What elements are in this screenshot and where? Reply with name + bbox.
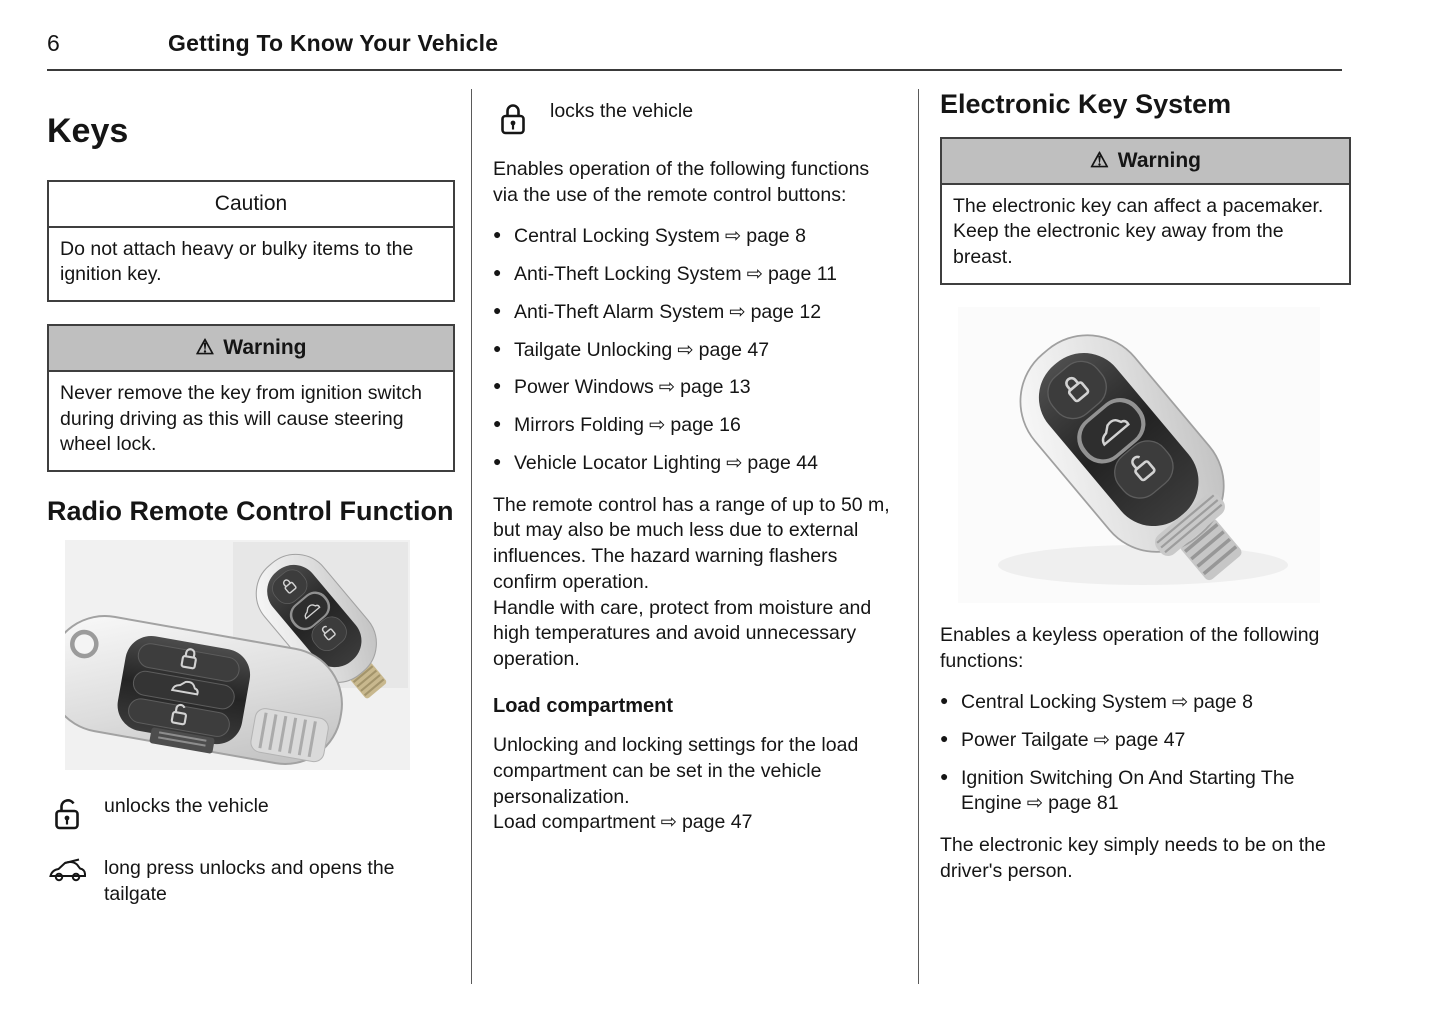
column-middle	[472, 89, 918, 984]
caution-box-title: Caution	[49, 182, 453, 228]
caution-box	[47, 180, 455, 302]
page-ref-arrow-icon: ⇨	[724, 225, 742, 248]
page-ref-label: Load compartment	[493, 811, 656, 834]
page-ref: page 47	[698, 338, 770, 361]
page-ref-arrow-icon: ⇨	[729, 300, 746, 323]
warning-title-text: Warning	[1117, 148, 1202, 172]
column-right	[919, 89, 1351, 984]
legend-lock-row	[493, 99, 892, 137]
page-ref: page 47	[1114, 728, 1186, 751]
page-ref-arrow-icon: ⇨	[1093, 728, 1110, 751]
load-compartment-heading: Load compartment	[493, 694, 674, 717]
function-label: Power Tailgate	[961, 728, 1089, 751]
page-header	[47, 30, 1342, 71]
tailgate-icon-wrap	[47, 856, 87, 884]
tailgate-open-icon	[48, 858, 86, 884]
function-label: Tailgate Unlocking	[514, 338, 673, 361]
legend-unlock-row	[47, 794, 455, 832]
page-ref: page 12	[750, 300, 822, 323]
page-ref: page 47	[681, 811, 753, 834]
page-ref-arrow-icon: ⇨	[726, 451, 743, 474]
lock-icon	[498, 101, 528, 137]
warning-box-body: Never remove the key from ignition switch during driving as this will cause steering wheel lock.	[60, 381, 422, 456]
page-ref: page 8	[1193, 691, 1253, 714]
function-label: Power Windows	[514, 376, 654, 399]
legend-unlock-text: unlocks the vehicle	[104, 794, 269, 817]
function-label: Vehicle Locator Lighting	[514, 451, 722, 474]
unlock-icon-wrap	[47, 794, 87, 832]
remote-functions-list	[493, 224, 892, 476]
warning-box	[47, 324, 455, 472]
list-item	[493, 413, 892, 439]
bullet-icon: ●	[940, 692, 949, 709]
function-label: Ignition Switching On And Starting The Engine	[961, 766, 1295, 815]
chapter-title: Getting To Know Your Vehicle	[168, 30, 499, 56]
page-ref-arrow-icon: ⇨	[677, 338, 694, 361]
function-label: Central Locking System	[961, 691, 1167, 714]
page-ref-arrow-icon: ⇨	[746, 263, 763, 286]
list-item	[940, 690, 1351, 716]
bullet-icon: ●	[940, 767, 949, 784]
page-ref: page 44	[747, 451, 818, 474]
function-label: Anti-Theft Alarm System	[514, 300, 725, 323]
electronic-intro-paragraph: Enables a keyless operation of the following functions:	[940, 623, 1320, 672]
warning-line: The electronic key can affect a pacemaker.	[953, 194, 1324, 217]
page-ref: page 16	[670, 414, 741, 437]
page-ref-arrow-icon: ⇨	[660, 811, 677, 834]
bullet-icon: ●	[493, 415, 502, 432]
electronic-outro-paragraph: The electronic key simply needs to be on the driver's person.	[940, 834, 1326, 882]
bullet-icon: ●	[493, 301, 502, 318]
page-ref: page 81	[1048, 792, 1119, 815]
electronic-key-image	[958, 307, 1320, 603]
warning-box-body	[942, 185, 1349, 283]
bullet-icon: ●	[493, 226, 502, 243]
bullet-icon: ●	[493, 339, 502, 356]
page-ref: page 11	[767, 263, 837, 286]
warning-line: Keep the electronic key away from the breast.	[953, 220, 1284, 269]
page-number: 6	[47, 30, 60, 56]
remote-control-keys-image	[65, 540, 410, 770]
page-ref: page 13	[680, 376, 751, 399]
warning-box-electronic	[940, 137, 1351, 285]
legend-tailgate-text: long press unlocks and opens the tailgate	[104, 856, 395, 905]
page-ref-arrow-icon: ⇨	[1026, 792, 1044, 815]
list-item	[493, 262, 892, 288]
list-item	[493, 451, 892, 477]
legend-lock-text: locks the vehicle	[550, 100, 694, 122]
bullet-icon: ●	[493, 264, 502, 281]
electronic-functions-list	[940, 690, 1351, 817]
warning-title-text: Warning	[223, 336, 307, 360]
page-ref: page 8	[746, 225, 806, 248]
remote-range-paragraph: The remote control has a range of up to 50 m, but may also be much less due to external influences. The hazard warning flashers confirm operation.	[493, 493, 890, 593]
list-item	[493, 224, 892, 250]
unlock-icon	[52, 796, 82, 832]
keys-heading: Keys	[47, 112, 129, 150]
bullet-icon: ●	[940, 729, 949, 746]
bullet-icon: ●	[493, 452, 502, 469]
remote-care-paragraph: Handle with care, protect from moisture and high temperatures and avoid unnecessary operation.	[493, 596, 872, 671]
column-left	[47, 89, 471, 984]
page-ref-arrow-icon: ⇨	[1171, 691, 1189, 714]
bullet-icon: ●	[493, 377, 502, 394]
list-item	[493, 300, 892, 326]
page-ref-arrow-icon: ⇨	[658, 376, 676, 399]
lock-icon-wrap	[493, 99, 533, 137]
warning-triangle-icon: ⚠	[1089, 148, 1109, 172]
page-ref-arrow-icon: ⇨	[649, 414, 666, 437]
page-columns	[47, 89, 1445, 984]
list-item	[940, 766, 1351, 817]
warning-triangle-icon: ⚠	[195, 336, 215, 360]
electronic-key-heading: Electronic Key System	[940, 89, 1232, 119]
list-item	[493, 375, 892, 401]
warning-box-title	[49, 326, 453, 372]
warning-box-title	[942, 139, 1349, 185]
caution-box-body: Do not attach heavy or bulky items to the ignition key.	[60, 237, 414, 286]
legend-tailgate-row	[47, 856, 455, 907]
load-compartment-ref	[493, 810, 892, 836]
load-compartment-paragraph: Unlocking and locking settings for the load compartment can be set in the vehicle personalization.	[493, 734, 859, 808]
function-label: Anti-Theft Locking System	[514, 263, 742, 286]
list-item	[493, 338, 892, 364]
function-label: Mirrors Folding	[514, 414, 645, 437]
list-item	[940, 728, 1351, 754]
function-label: Central Locking System	[514, 225, 720, 248]
radio-remote-heading: Radio Remote Control Function	[47, 495, 454, 526]
remote-intro-paragraph: Enables operation of the following functions via the use of the remote control buttons:	[493, 158, 870, 206]
